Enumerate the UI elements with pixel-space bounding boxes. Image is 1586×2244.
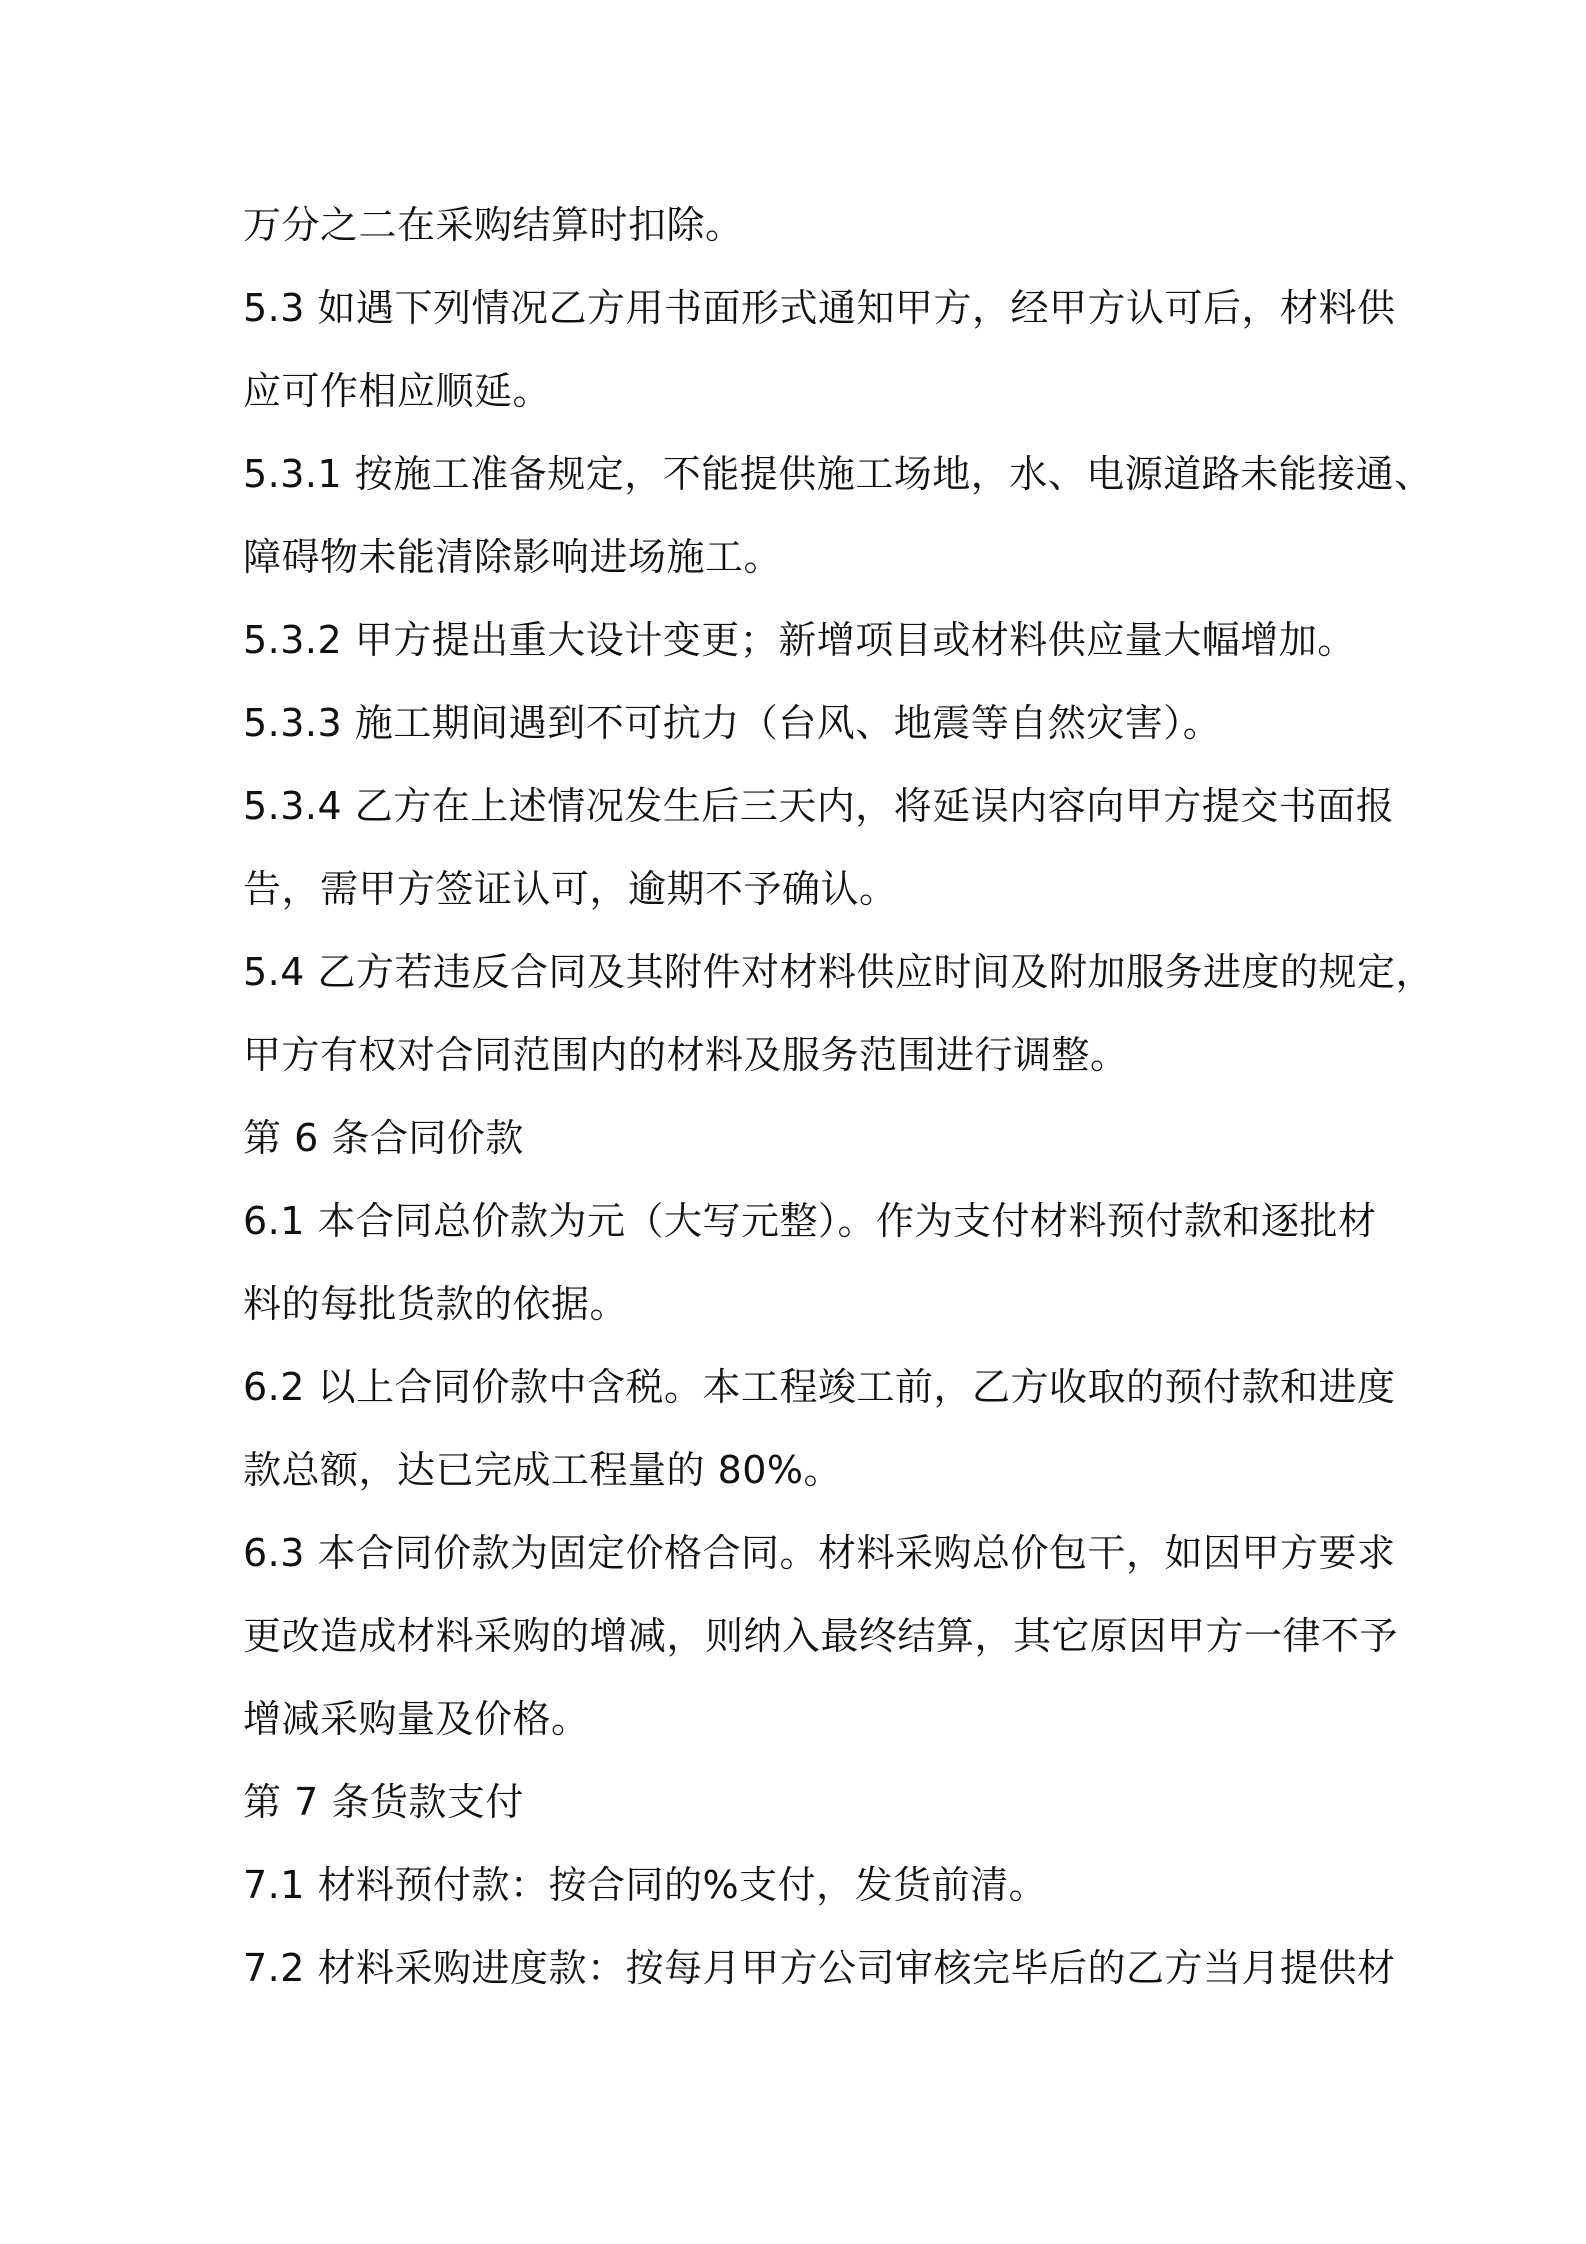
section-heading: 第 7 条货款支付 [243, 1780, 524, 1824]
text-line: 更改造成材料采购的增减，则纳入最终结算，其它原因甲方一律不予 [243, 1614, 1399, 1658]
text-line: 料的每批货款的依据。 [243, 1282, 629, 1326]
text-line: 6.2 以上合同价款中含税。本工程竣工前，乙方收取的预付款和进度 [243, 1365, 1396, 1409]
text-line: 告，需甲方签证认可，逾期不予确认。 [243, 867, 898, 911]
text-line: 5.3.4 乙方在上述情况发生后三天内，将延误内容向甲方提交书面报 [243, 784, 1395, 828]
text-line: 甲方有权对合同范围内的材料及服务范围进行调整。 [243, 1033, 1129, 1077]
text-line: 6.3 本合同价款为固定价格合同。材料采购总价包干，如因甲方要求 [243, 1531, 1396, 1575]
text-line: 5.3.2 甲方提出重大设计变更；新增项目或材料供应量大幅增加。 [243, 618, 1356, 662]
text-line: 款总额，达已完成工程量的 80%。 [243, 1448, 843, 1492]
text-line: 5.3.3 施工期间遇到不可抗力（台风、地震等自然灾害）。 [243, 701, 1222, 745]
text-line: 5.3 如遇下列情况乙方用书面形式通知甲方，经甲方认可后，材料供 [243, 286, 1396, 330]
text-line: 7.2 材料采购进度款：按每月甲方公司审核完毕后的乙方当月提供材 [243, 1946, 1396, 1990]
text-line: 5.3.1 按施工准备规定，不能提供施工场地，水、电源道路未能接通、 [243, 452, 1433, 496]
text-line: 7.1 材料预付款：按合同的%支付，发货前清。 [243, 1863, 1048, 1907]
section-heading: 第 6 条合同价款 [243, 1116, 524, 1160]
text-line: 障碍物未能清除影响进场施工。 [243, 535, 783, 579]
text-line: 6.1 本合同总价款为元（大写元整）。作为支付材料预付款和逐批材 [243, 1199, 1377, 1243]
text-line: 5.4 乙方若违反合同及其附件对材料供应时间及附加服务进度的规定， [243, 950, 1435, 994]
text-line: 增减采购量及价格。 [243, 1697, 590, 1741]
text-line: 应可作相应顺延。 [243, 369, 552, 413]
text-line: 万分之二在采购结算时扣除。 [243, 203, 744, 247]
